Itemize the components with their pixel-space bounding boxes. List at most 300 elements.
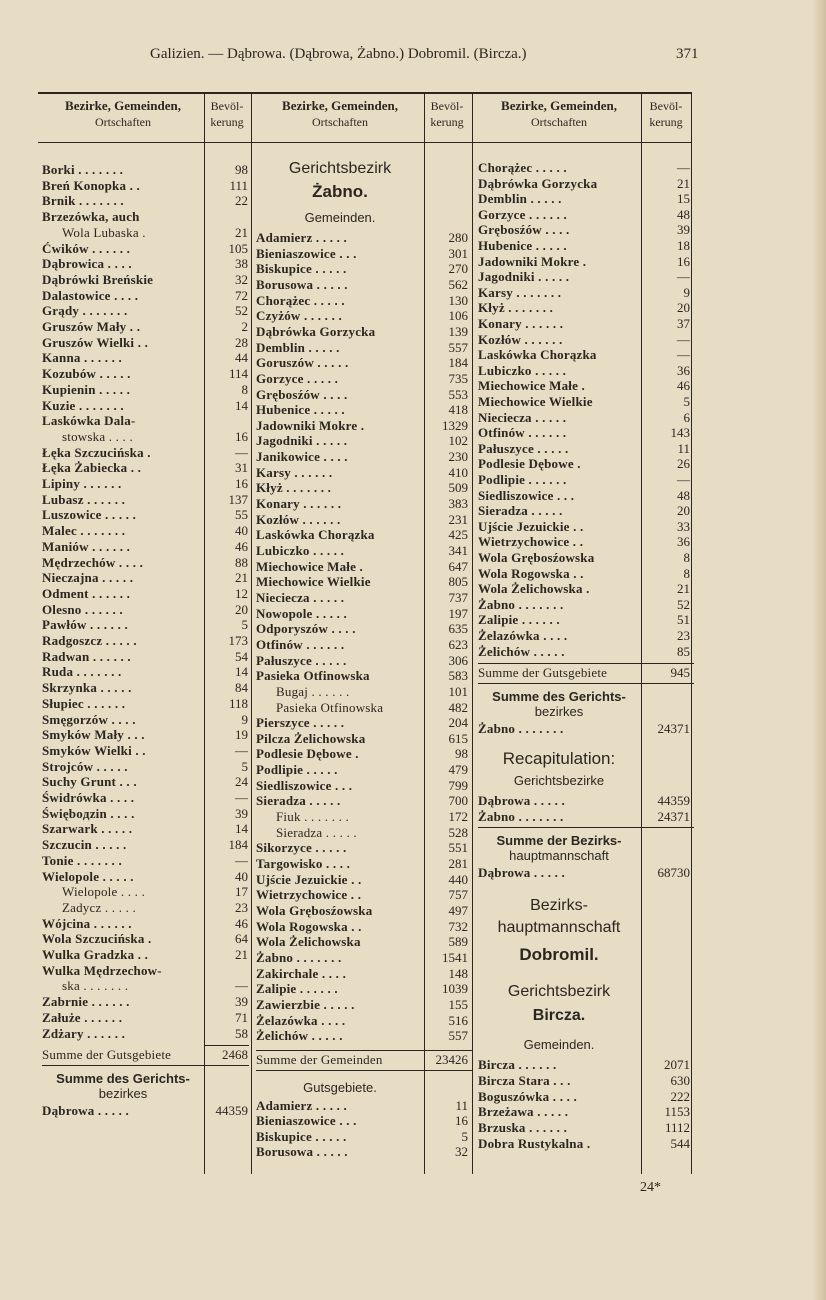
population-value: 23426	[435, 1051, 468, 1067]
population-value: 341	[448, 543, 468, 558]
place-name: Wola Rogowska . .	[478, 565, 584, 581]
place-name: Dąbrowa . . . . .	[42, 1103, 129, 1119]
table-row	[42, 382, 252, 398]
table-row	[256, 590, 472, 606]
table-row	[256, 1144, 472, 1160]
table-row	[42, 523, 252, 539]
population-value: 44359	[657, 793, 690, 809]
place-name: Podlesie Dębowe .	[256, 746, 359, 762]
place-name: Smyków Wielki . .	[42, 742, 146, 758]
place-name: Dąbrowa . . . . .	[478, 793, 565, 809]
table-row	[42, 696, 252, 712]
table-row	[256, 700, 472, 716]
table-row	[256, 496, 472, 512]
population-value: 230	[448, 449, 468, 465]
population-value: 589	[448, 934, 468, 950]
place-name: Tonie . . . . . . .	[42, 852, 122, 868]
population-value: 21	[235, 947, 248, 962]
table-row	[42, 680, 252, 696]
population-value: 497	[448, 902, 468, 918]
place-name: Grębosźów . . . .	[256, 386, 348, 402]
population-value: —	[677, 331, 690, 347]
place-name: Fiuk . . . . . . .	[276, 809, 349, 825]
table-row	[256, 1013, 472, 1029]
population-value: 72	[235, 287, 248, 303]
population-value: 31	[235, 460, 248, 476]
place-name: Otfinów . . . . . .	[256, 636, 345, 652]
population-value: 1039	[442, 981, 468, 997]
population-value: 528	[448, 824, 468, 840]
population-value: —	[677, 269, 690, 285]
table-row	[478, 628, 694, 644]
place-name: Laskówka Chorązka	[256, 527, 375, 543]
section-heading: Gerichtsbezirk	[288, 160, 392, 177]
population-value: —	[235, 852, 248, 868]
population-value: 38	[235, 256, 248, 272]
place-name: Breń Konopka . .	[42, 177, 140, 193]
population-value: 44	[235, 350, 248, 366]
population-value: 39	[677, 222, 690, 238]
table-row	[478, 410, 694, 426]
page-header	[0, 46, 826, 68]
table-row	[42, 256, 252, 272]
table-row	[478, 1073, 694, 1089]
population-value: 102	[448, 433, 468, 449]
place-name: Brnik . . . . . . .	[42, 193, 124, 209]
place-name: Zdżary . . . . . .	[42, 1025, 126, 1041]
table-row	[256, 637, 472, 653]
table-row	[478, 191, 694, 207]
table-row	[256, 465, 472, 481]
population-value: 516	[448, 1012, 468, 1028]
place-name: Święboдzin . . . .	[42, 805, 135, 821]
page-edge	[812, 0, 826, 1300]
population-value: 23	[235, 899, 248, 915]
population-value: 410	[448, 464, 468, 480]
table-row	[256, 887, 472, 903]
population-value: 9	[683, 284, 690, 300]
population-value: 509	[448, 480, 468, 496]
population-value: 184	[448, 355, 468, 371]
place-name: Lubasz . . . . . .	[42, 491, 126, 507]
table-row	[42, 492, 252, 508]
table-row	[478, 269, 694, 285]
column-header-pop: Bevöl- kerung	[430, 99, 464, 129]
column-2	[256, 92, 468, 1174]
table-row	[478, 566, 694, 582]
table-row	[42, 570, 252, 586]
population-value: 44359	[215, 1103, 248, 1119]
population-value: 48	[677, 487, 690, 503]
table-row	[256, 762, 472, 778]
population-value: 71	[235, 1009, 248, 1025]
place-name: Wielopole . . . . .	[42, 868, 134, 884]
column-header-name: Bezirke, Gemeinden, Ortschaften	[282, 98, 398, 129]
place-name: Dąbrowica . . . .	[42, 256, 132, 272]
signature-mark: 24*	[640, 1180, 661, 1195]
place-name: Chorążec . . . . .	[256, 292, 345, 308]
population-value: 583	[448, 668, 468, 684]
population-value: 8	[683, 565, 690, 581]
population-value: 20	[677, 503, 690, 519]
population-value: 9	[241, 711, 248, 727]
section-heading: Bircza.	[532, 1007, 586, 1025]
population-value: 21	[677, 175, 690, 191]
place-name: Pałuszyce . . . . .	[478, 440, 569, 456]
place-name: Siedliszowice . . .	[478, 487, 575, 503]
place-name: Żelazówka . . . .	[478, 628, 568, 643]
population-value: 270	[448, 261, 468, 277]
table-row	[42, 884, 252, 900]
place-name: Summe der Gemeinden	[256, 1051, 383, 1067]
table-row	[256, 950, 472, 966]
table-row	[256, 715, 472, 731]
table-row	[478, 176, 694, 192]
section-heading: Summe des Gerichts-	[492, 689, 626, 705]
table-row	[256, 308, 472, 324]
table-row	[256, 1113, 472, 1129]
population-value: —	[235, 742, 248, 758]
table-row	[256, 621, 472, 637]
population-value: 148	[448, 965, 468, 981]
place-name: Adamierz . . . . .	[256, 230, 347, 245]
place-name: Radgoszcz . . . . .	[42, 633, 137, 648]
table-row	[42, 178, 252, 194]
place-name: Skrzynka . . . . .	[42, 680, 132, 696]
place-name: Wietrzychowice . .	[478, 534, 584, 550]
table-row	[478, 425, 694, 441]
place-name: Otfinów . . . . . .	[478, 425, 567, 441]
population-value: 16	[677, 253, 690, 269]
table-row	[42, 241, 252, 257]
place-name: Hubenice . . . . .	[256, 402, 345, 418]
section-heading: Summe der Bezirks-	[496, 833, 622, 849]
table-row	[42, 806, 252, 822]
table-row	[256, 1052, 472, 1068]
rule	[256, 1050, 472, 1051]
place-name: Wulka Mędrzechow-	[42, 962, 162, 978]
place-name: Biskupice . . . . .	[256, 261, 347, 277]
table-row	[42, 162, 252, 178]
place-name: Nowopole . . . . .	[256, 605, 347, 621]
place-name: Wielopole . . . .	[62, 884, 146, 900]
place-name: Targowisko . . . .	[256, 856, 351, 871]
population-value: 137	[228, 491, 248, 507]
table-row	[256, 230, 472, 246]
place-name: Żabno . . . . . . .	[478, 809, 564, 825]
population-value: 105	[228, 240, 248, 256]
population-value: 16	[235, 428, 248, 444]
population-value: 805	[448, 574, 468, 590]
table-row	[42, 821, 252, 837]
column-3	[478, 92, 692, 1174]
rule	[478, 683, 694, 684]
place-name: Kanna . . . . . .	[42, 350, 122, 366]
place-name: Wulka Gradzka . .	[42, 947, 149, 962]
population-value: 1329	[442, 417, 468, 433]
population-value: 64	[235, 931, 248, 947]
place-name: Bugaj . . . . . .	[276, 683, 350, 699]
population-value: 1541	[442, 949, 468, 965]
table-row	[256, 340, 472, 356]
place-name: Biskupice . . . . .	[256, 1128, 347, 1144]
place-name: Pilcza Żelichowska	[256, 730, 366, 746]
table-row	[478, 238, 694, 254]
table-row	[42, 1047, 252, 1063]
population-value: 19	[235, 727, 248, 743]
population-value: 551	[448, 840, 468, 856]
place-name: Wola Rogowska . .	[256, 918, 362, 934]
population-value: 46	[677, 378, 690, 394]
place-name: Pałuszyce . . . . .	[256, 652, 347, 668]
table-row	[42, 853, 252, 869]
rule	[205, 1045, 249, 1046]
table-row	[478, 1104, 694, 1120]
place-name: Konary . . . . . .	[256, 496, 342, 512]
table-row	[256, 840, 472, 856]
population-value: 39	[235, 994, 248, 1010]
table-row	[42, 1103, 252, 1119]
place-name: Podlesie Dębowe .	[478, 456, 581, 472]
place-name: Zalipie . . . . . .	[256, 981, 338, 997]
table-row	[256, 778, 472, 794]
table-row	[256, 668, 472, 684]
population-value: 26	[677, 456, 690, 472]
table-row	[478, 488, 694, 504]
table-row	[256, 903, 472, 919]
table-row	[478, 332, 694, 348]
table-row	[42, 539, 252, 555]
table-row	[42, 476, 252, 492]
population-value: 155	[448, 996, 468, 1012]
place-name: Wójcina . . . . . .	[42, 915, 132, 931]
place-name: Bieniaszowice . . .	[256, 1113, 357, 1129]
table-row	[256, 981, 472, 997]
place-name: Jadowniki Mokre .	[478, 253, 587, 269]
table-row	[42, 869, 252, 885]
place-name: Smyków Mały . . .	[42, 727, 145, 743]
place-name: Dobra Rustykalna .	[478, 1135, 591, 1151]
population-value: —	[235, 978, 248, 994]
place-name: Borusowa . . . . .	[256, 1144, 348, 1160]
table-row	[42, 633, 252, 649]
place-name: Lubiczko . . . . .	[256, 543, 345, 558]
table-row	[256, 371, 472, 387]
place-name: Kozłów . . . . . .	[256, 511, 341, 527]
place-name: Adamierz . . . . .	[256, 1097, 347, 1113]
place-name: Malec . . . . . . .	[42, 523, 126, 539]
table-row	[256, 402, 472, 418]
place-name: Jadowniki Mokre .	[256, 417, 365, 433]
table-row	[42, 272, 252, 288]
table-row	[256, 574, 472, 590]
section-heading: hauptmannschaft	[497, 919, 621, 937]
population-value: 46	[235, 538, 248, 554]
population-value: 5	[241, 617, 248, 633]
table-row	[478, 441, 694, 457]
table-row	[478, 503, 694, 519]
place-name: Bieniaszowice . . .	[256, 245, 357, 261]
place-name: Żabno . . . . . . .	[256, 949, 342, 965]
population-value: 301	[448, 245, 468, 261]
place-name: Podlipie . . . . .	[256, 762, 338, 778]
table-row	[42, 774, 252, 790]
population-value: 48	[677, 206, 690, 222]
table-row	[478, 644, 694, 660]
table-row	[256, 606, 472, 622]
place-name: Wola Szczucińska .	[42, 931, 152, 947]
section-heading: bezirkes	[98, 1086, 148, 1102]
place-name: Karsy . . . . . .	[256, 464, 333, 480]
population-value: 623	[448, 636, 468, 652]
table-row	[42, 413, 252, 429]
place-name: Dąbrówka Gorzycka	[256, 323, 376, 339]
population-value: 615	[448, 730, 468, 746]
table-row	[42, 931, 252, 947]
table-row	[256, 856, 472, 872]
table-row	[42, 602, 252, 618]
place-name: Wola Lubaska .	[62, 224, 146, 240]
population-value: 20	[677, 300, 690, 316]
population-value: 139	[448, 323, 468, 339]
place-name: Kozubów . . . . .	[42, 366, 131, 382]
page-number: 371	[676, 46, 699, 62]
table-row	[478, 254, 694, 270]
population-value: 32	[235, 271, 248, 287]
population-value: 52	[235, 303, 248, 319]
population-value: 5	[461, 1128, 468, 1144]
place-name: Chorążec . . . . .	[478, 160, 567, 175]
table-row	[256, 731, 472, 747]
population-value: 22	[235, 193, 248, 209]
table-row	[256, 825, 472, 841]
place-name: Sieradza . . . . .	[276, 824, 357, 840]
population-value: 482	[448, 699, 468, 715]
place-name: Nieciecza . . . . .	[256, 589, 345, 605]
table-row	[478, 1089, 694, 1105]
place-name: Luszowice . . . . .	[42, 507, 137, 523]
population-value: 700	[448, 793, 468, 809]
table-row	[478, 207, 694, 223]
divider	[472, 94, 473, 1174]
table-row	[42, 288, 252, 304]
table-row	[42, 617, 252, 633]
population-value: 111	[229, 177, 248, 193]
table-row	[42, 900, 252, 916]
population-value: 635	[448, 621, 468, 637]
place-name: Kozłów . . . . . .	[478, 331, 563, 347]
place-name: Zabrnie . . . . . .	[42, 994, 130, 1010]
place-name: stowska . . . .	[62, 428, 133, 444]
table-row	[42, 1010, 252, 1026]
table-row	[42, 507, 252, 523]
population-value: 757	[448, 887, 468, 903]
population-value: 24371	[657, 721, 690, 737]
table-row	[256, 355, 472, 371]
population-value: 222	[670, 1088, 690, 1104]
table-row	[478, 1120, 694, 1136]
population-value: 732	[448, 918, 468, 934]
table-row	[256, 872, 472, 888]
table-row	[42, 759, 252, 775]
population-value: 799	[448, 777, 468, 793]
population-value: 281	[448, 856, 468, 871]
population-value: 37	[677, 316, 690, 331]
place-name: Zakirchale . . . .	[256, 965, 347, 981]
table-row	[256, 246, 472, 262]
place-name: Strojców . . . . .	[42, 758, 128, 774]
place-name: Summe der Gutsgebiete	[42, 1047, 172, 1063]
population-value: 280	[448, 230, 468, 245]
population-value: 2071	[664, 1057, 690, 1073]
place-name: Wola Żelichowska .	[478, 581, 590, 597]
table-row	[42, 712, 252, 728]
place-name: Jagodniki . . . . .	[478, 269, 570, 285]
population-value: 172	[448, 809, 468, 825]
place-name: Hubenice . . . . .	[478, 238, 567, 253]
table-row	[42, 790, 252, 806]
column-header-pop: Bevöl- kerung	[210, 99, 244, 129]
population-value: 630	[670, 1072, 690, 1088]
population-value: 12	[235, 585, 248, 601]
place-name: Siedliszowice . . .	[256, 777, 353, 793]
table-row	[42, 193, 252, 209]
place-name: Żelazówka . . . .	[256, 1012, 346, 1028]
section-heading: bezirkes	[534, 704, 584, 720]
place-name: Wietrzychowice . .	[256, 887, 362, 903]
population-value: 16	[455, 1113, 468, 1129]
population-value: 32	[455, 1144, 468, 1160]
place-name: Pawłów . . . . . .	[42, 617, 128, 633]
table-row	[478, 612, 694, 628]
table-row	[256, 480, 472, 496]
population-value: 24	[235, 774, 248, 790]
table-row	[256, 512, 472, 528]
divider	[204, 94, 205, 1174]
population-value: 98	[455, 746, 468, 762]
table-row	[478, 809, 694, 825]
table-row	[256, 324, 472, 340]
population-value: 479	[448, 762, 468, 778]
table-row	[478, 394, 694, 410]
table-row	[478, 456, 694, 472]
rule	[478, 663, 694, 664]
place-name: Brzuska . . . . . .	[478, 1120, 568, 1135]
population-value: 40	[235, 523, 248, 539]
table-row	[478, 665, 694, 681]
place-name: Łęka Żabiecka . .	[42, 460, 142, 476]
population-value: 2	[241, 319, 248, 334]
table-row	[42, 445, 252, 461]
population-value: 68730	[657, 865, 690, 881]
population-value: 197	[448, 605, 468, 621]
population-value: 11	[455, 1097, 468, 1113]
section-heading: hauptmannschaft	[509, 848, 609, 864]
table-row	[42, 664, 252, 680]
population-value: 14	[235, 664, 248, 680]
population-value: 21	[235, 224, 248, 240]
table-row	[478, 1136, 694, 1152]
table-row	[256, 793, 472, 809]
table-row	[256, 261, 472, 277]
population-value: 231	[448, 511, 468, 527]
table-row	[42, 555, 252, 571]
table-row	[256, 997, 472, 1013]
population-value: 106	[448, 308, 468, 324]
place-name: Miechowice Małe .	[478, 378, 585, 394]
section-heading: Summe des Gerichts-	[56, 1071, 190, 1087]
table-row	[478, 222, 694, 238]
